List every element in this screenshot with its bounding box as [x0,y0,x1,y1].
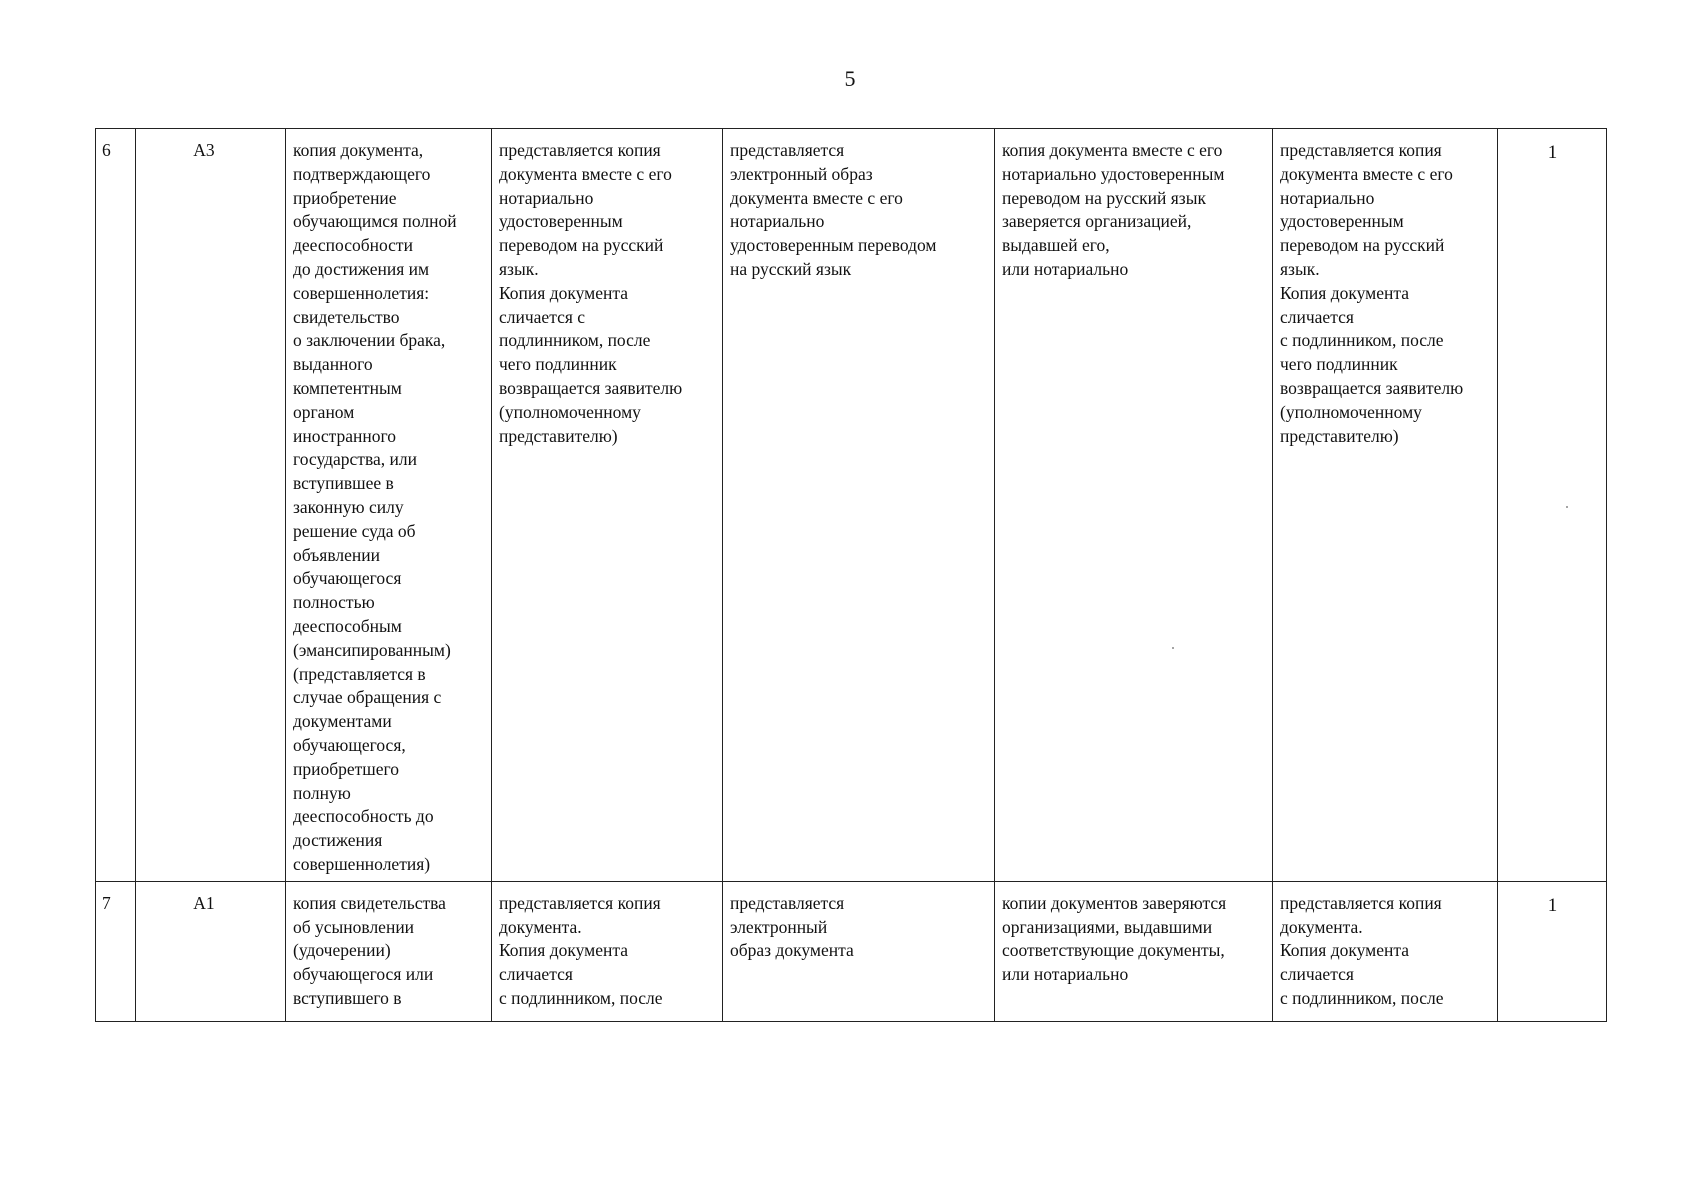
copies-count-cell: 1 [1498,129,1607,882]
mfc-submission-cell: представляется копия документа вместе с его нотариально удостоверенным переводом на русский язык. Копия документа сличается с подлинником, после чего подлинник возвращается заявителю (уполномоченному представителю) [1273,129,1498,882]
category-code-cell: А3 [136,129,286,882]
page-number: 5 [844,66,856,91]
document-name-cell: копия свидетельства об усыновлении (удочерении) обучающегося или вступившего в [286,881,492,1021]
scan-artifact [1172,647,1174,649]
table-row [96,129,1607,882]
scan-artifact [1566,506,1568,508]
document-name-cell: копия документа, подтверждающего приобретение обучающимся полной дееспособности до достижения им совершеннолетия: свидетельство о заключении брака, выданного компетентным органом иностранного государства, или вступившее в законную силу решение суда об объявлении обучающегося полностью дееспособным (эмансипированным) (представляется в случае обращения с документами обучающегося, приобретшего полную дееспособность до достижения совершеннолетия) [286,129,492,882]
documents-table [95,128,1607,1022]
electronic-submission-cell: представляется электронный образ документа [723,881,995,1021]
row-number-cell: 7 [96,881,136,1021]
in-person-submission-cell: представляется копия документа вместе с его нотариально удостоверенным переводом на русский язык. Копия документа сличается с подлинником, после чего подлинник возвращается заявителю (уполномоченному представителю) [492,129,723,882]
certification-requirements-cell: копии документов заверяются организациями, выдавшими соответствующие документы, или нотариально [995,881,1273,1021]
category-code-cell: А1 [136,881,286,1021]
row-number-cell: 6 [96,129,136,882]
table-row [96,881,1607,1021]
mfc-submission-cell: представляется копия документа. Копия документа сличается с подлинником, после [1273,881,1498,1021]
in-person-submission-cell: представляется копия документа. Копия документа сличается с подлинником, после [492,881,723,1021]
electronic-submission-cell: представляется электронный образ документа вместе с его нотариально удостоверенным переводом на русский язык [723,129,995,882]
copies-count-cell: 1 [1498,881,1607,1021]
certification-requirements-cell: копия документа вместе с его нотариально удостоверенным переводом на русский язык заверяется организацией, выдавшей его, или нотариально [995,129,1273,882]
